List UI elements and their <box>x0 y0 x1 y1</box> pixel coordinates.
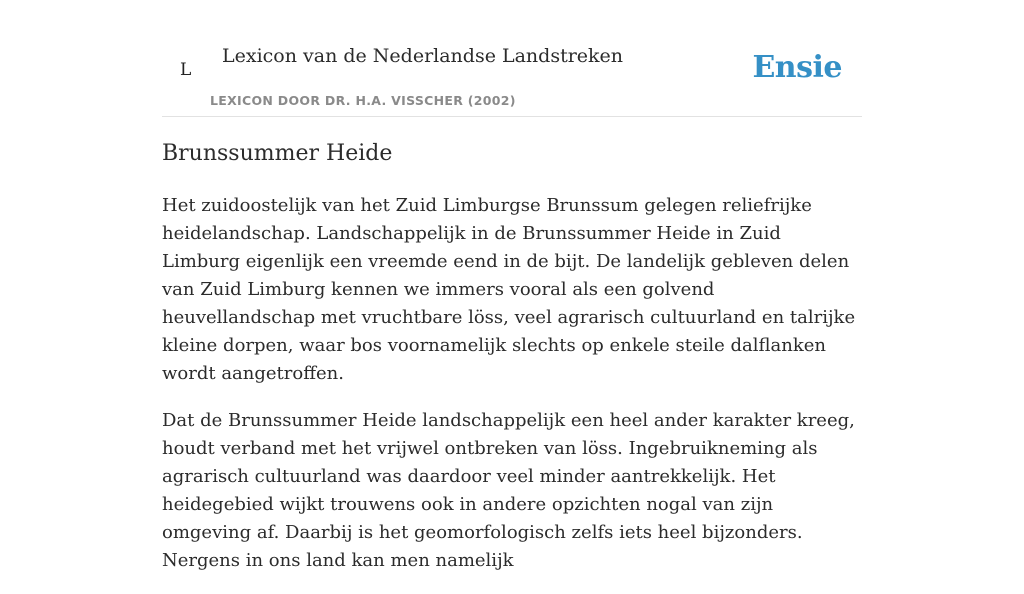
lexicon-author: LEXICON DOOR DR. H.A. VISSCHER (2002) <box>210 93 516 108</box>
ensie-brand-logo[interactable]: Ensie <box>752 50 842 85</box>
lexicon-title-link[interactable]: Lexicon van de Nederlandse Landstreken <box>222 45 624 67</box>
site-header <box>162 0 862 117</box>
entry-title: Brunssummer Heide <box>162 141 393 166</box>
lexicon-logo[interactable]: L <box>180 60 192 80</box>
entry-paragraph: Het zuidoostelijk van het Zuid Limburgse Brunssum gelegen reliefrijke heidelandschap. Landschappelijk in de Brunssummer Heide in Zuid Limburg eigenlijk een vreemde eend in de bijt. De landelijk gebleven delen van Zuid Limburg kennen we immers vooral als een golvend heuvellandschap met vruchtbare löss, veel agrarisch cultuurland en talrijke kleine dorpen, waar bos voornamelijk slechts op enkele steile dalflanken wordt aangetroffen. <box>162 195 856 384</box>
entry-paragraph: Dat de Brunssummer Heide landschappelijk een heel ander karakter kreeg, houdt verband met het vrijwel ontbreken van löss. Ingebruikneming als agrarisch cultuurland was daardoor veel minder aantrekkelijk. Het heidegebied wijkt trouwens ook in andere opzichten nogal van zijn omgeving af. Daarbij is het geomorfologisch zelfs iets heel bijzonders. Nergens in ons land kan men namelijk <box>162 410 855 571</box>
entry-article <box>162 138 862 594</box>
